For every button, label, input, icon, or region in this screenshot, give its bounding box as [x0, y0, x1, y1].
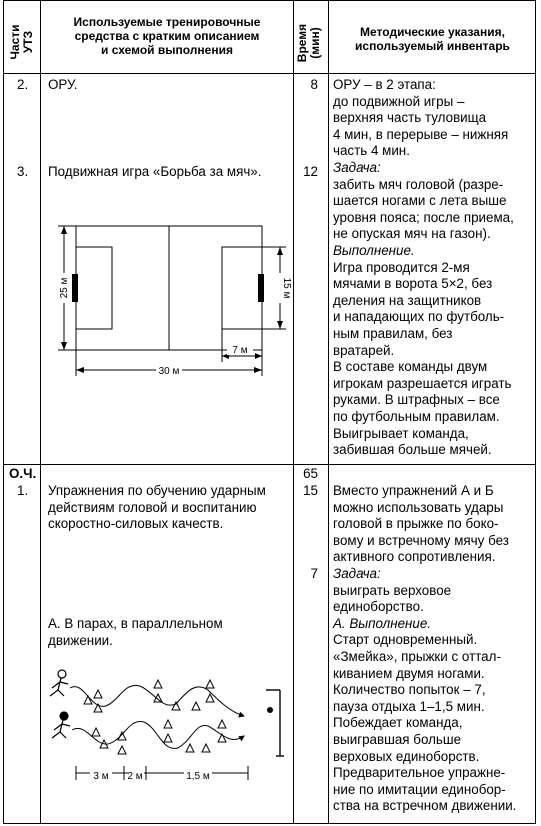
notes-line: верховых единоборств. [333, 748, 480, 764]
notes-line: верхняя часть туловища [333, 110, 487, 126]
notes-line: Игра проводится 2-мя [333, 259, 470, 275]
notes-line: единоборство. [333, 599, 424, 615]
notes-line: деления на защитников [333, 292, 482, 308]
main-part-label: О.Ч. [9, 466, 37, 481]
notes-line: «Змейка», прыжки с оттал- [333, 648, 501, 664]
column-divider [293, 0, 294, 824]
row-number: 2. [17, 77, 29, 92]
player-icon [52, 712, 70, 738]
box-width-label: 15 м [281, 277, 292, 299]
notes-line: вратарей. [333, 342, 395, 358]
goal-post-icon [266, 690, 284, 756]
notes-line: ства на встречном движении. [333, 798, 517, 814]
time-value: 7 [310, 566, 318, 581]
notes-line: пауза отдыха 1–1,5 мин. [333, 698, 485, 714]
time-value: 65 [303, 466, 318, 481]
goal-left [72, 274, 78, 302]
goal-right [258, 274, 264, 302]
notes-line: не опуская мяч на газон). [333, 226, 491, 242]
header-means-line: Используемые тренировочные [73, 15, 261, 29]
notes-line: забившая больше мячей. [333, 442, 492, 458]
notes-line: ОРУ – в 2 этапа: [333, 77, 436, 92]
notes-line: и нападающих по футболь- [333, 309, 505, 325]
means-text: Подвижная игра «Борьба за мяч». [48, 164, 262, 179]
notes-task-label: Задача: [333, 160, 381, 175]
distance-label: 2 м [127, 771, 143, 782]
notes-line: 4 мин, в перерыве – нижняя [333, 126, 509, 142]
notes-block [333, 483, 509, 566]
header-means-line: и схемой выполнения [101, 43, 233, 57]
row-number: 3. [17, 164, 29, 179]
cone-row-top [84, 680, 214, 712]
header-notes [329, 25, 536, 53]
notes-line: до подвижной игры – [333, 93, 465, 109]
means-line: движении. [48, 632, 113, 648]
notes-line: шается ногами с лета выше [333, 193, 507, 209]
row-divider [3, 464, 536, 465]
notes-line: Выигрывает команда, [333, 425, 469, 441]
notes-line: забить мяч головой (разре- [333, 176, 504, 192]
box-depth-label: 7 м [232, 345, 248, 356]
notes-line: можно использовать удары [333, 499, 504, 515]
header-time-line: (мин) [308, 27, 322, 59]
means-line: А. В парах, в параллельном [48, 616, 223, 631]
notes-line: ние по имитации единобор- [333, 781, 506, 797]
column-divider [328, 0, 329, 824]
notes-exec-label: А. Выполнение. [333, 615, 432, 631]
header-time-line: Время [295, 23, 309, 63]
ball-icon [267, 707, 273, 713]
notes-line: активного сопротивления. [333, 549, 496, 565]
time-value: 12 [303, 164, 318, 179]
notes-line: Количество попыток – 7, [333, 682, 486, 698]
notes-line: мячами в ворота 5×2, без [333, 276, 493, 292]
notes-task-label: Задача: [333, 566, 381, 581]
notes-line: головой в прыжке по боко- [333, 516, 499, 532]
notes-line: уровня пояса; после приема, [333, 209, 514, 225]
notes-line: Предварительное упражне- [333, 765, 506, 781]
means-line: Упражнения по обучению ударным [48, 483, 266, 498]
player-icon [50, 670, 68, 696]
notes-line: руками. В штрафных – все [333, 392, 500, 408]
column-divider [40, 0, 41, 824]
header-part [9, 20, 35, 64]
header-means-line: средства с кратким описанием [74, 29, 260, 43]
field-length-label: 30 м [158, 366, 180, 377]
time-value: 8 [310, 77, 318, 92]
distance-label: 1,5 м [186, 771, 210, 782]
time-value: 15 [303, 483, 318, 498]
notes-line: вому и встречному мячу без [333, 532, 509, 548]
notes-line: игрокам разрешается играть [333, 375, 512, 391]
means-text: ОРУ. [48, 77, 78, 92]
notes-block [333, 160, 514, 459]
notes-exec-label: Выполнение. [333, 242, 415, 258]
header-notes-line: Методические указания, [360, 25, 505, 39]
header-part-line: УТЗ [21, 30, 35, 54]
penalty-box-left [76, 247, 112, 329]
drill-diagram [44, 660, 292, 790]
means-line: действиям головой и воспитанию [48, 499, 257, 515]
notes-line: Вместо упражнений А и Б [333, 483, 494, 498]
notes-line: киванием двумя ногами. [333, 665, 485, 681]
field-width-label: 25 м [59, 277, 70, 299]
notes-line: В составе команды двум [333, 359, 488, 375]
header-divider [3, 73, 536, 74]
means-line: скоростно-силовых качеств. [48, 516, 224, 532]
notes-line: Побеждает команда, [333, 715, 463, 731]
header-notes-line: используемый инвентарь [355, 39, 510, 53]
field-diagram [44, 218, 290, 380]
distance-label: 3 м [93, 771, 109, 782]
header-means [41, 15, 293, 57]
means-block [48, 616, 223, 649]
notes-block [333, 77, 508, 160]
notes-line: ным правилам, без [333, 325, 453, 341]
notes-line: по футбольным правилам. [333, 408, 500, 424]
notes-line: выигравшая больше [333, 731, 462, 747]
header-time [296, 11, 324, 75]
row-number: 1. [17, 483, 29, 498]
means-block [48, 483, 266, 533]
header-part-line: Части [8, 24, 22, 60]
penalty-box-right [222, 247, 262, 329]
notes-line: часть 4 мин. [333, 143, 410, 159]
notes-line: выиграть верховое [333, 582, 452, 598]
notes-line: Старт одновременный. [333, 632, 478, 648]
notes-block [333, 566, 516, 815]
